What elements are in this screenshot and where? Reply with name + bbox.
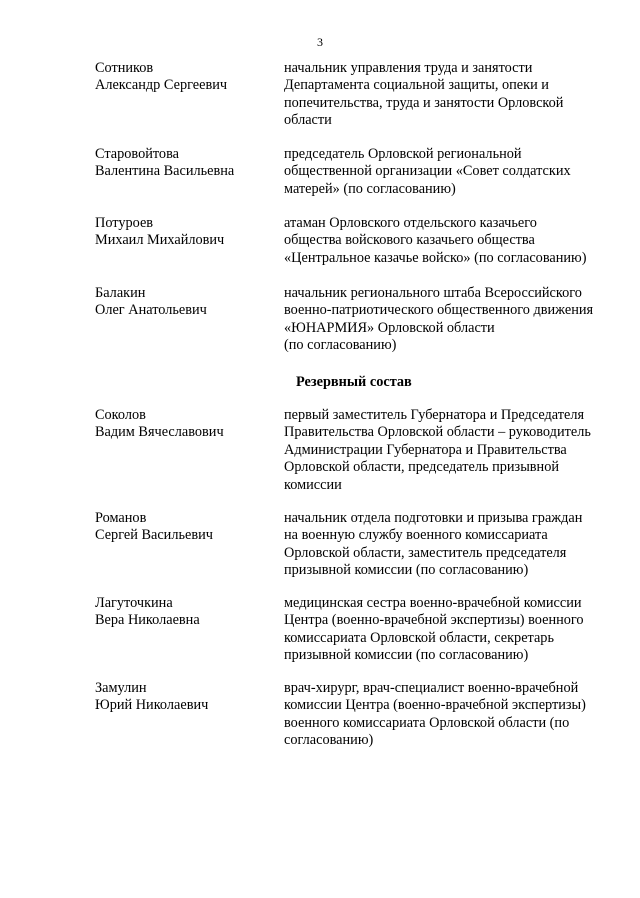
member-position: [284, 215, 620, 267]
member-position-line: начальник регионального штаба Всероссийского: [284, 285, 582, 301]
member-given-name: Олег Анатольевич: [95, 302, 207, 319]
member-given-name: Вадим Вячеславович: [95, 424, 224, 441]
member-position-line: атаман Орловского отдельского казачьего: [284, 215, 537, 231]
member-position-line: комиссии: [284, 476, 342, 493]
member-position-line: военно-патриотического общественного движения: [284, 302, 594, 319]
member-given-name: Юрий Николаевич: [95, 697, 209, 714]
member-position-line: Правительства Орловской области – руководитель: [284, 424, 591, 441]
member-position-line: первый заместитель Губернатора и Председателя: [284, 407, 585, 423]
member-position-line: призывной комиссии (по согласованию): [284, 647, 529, 664]
member-given-name: Вера Николаевна: [95, 612, 200, 629]
member-position-line: Департамента социальной защиты, опеки и: [284, 77, 549, 94]
member-position-line: начальник управления труда и занятости: [284, 60, 533, 76]
member-surname: Замулин: [95, 680, 147, 696]
member-given-name: Михаил Михайлович: [95, 232, 225, 249]
member-position-line: матерей» (по согласованию): [284, 180, 456, 197]
member-position-line: согласованию): [284, 732, 374, 749]
member-name: [95, 680, 275, 715]
member-position-line: врач-хирург, врач-специалист военно-врачебной: [284, 680, 579, 696]
member-position: [284, 407, 620, 494]
member-position-line: Орловской области, председатель призывной: [284, 459, 559, 476]
member-position-line: начальник отдела подготовки и призыва граждан: [284, 510, 583, 526]
member-name: [95, 60, 275, 95]
member-position-line: комиссариата Орловской области, секретарь: [284, 629, 554, 646]
member-position: [284, 285, 620, 355]
member-position-line: медицинская сестра военно-врачебной комиссии: [284, 595, 582, 611]
member-position: [284, 60, 620, 130]
member-name: [95, 407, 275, 442]
member-position-line: Администрации Губернатора и Правительства: [284, 441, 567, 458]
member-given-name: Александр Сергеевич: [95, 77, 228, 94]
page-number: 3: [317, 35, 323, 49]
member-surname: Соколов: [95, 407, 146, 423]
member-name: [95, 146, 275, 181]
member-position-line: комиссии Центра (военно-врачебной экспертизы): [284, 697, 586, 714]
member-surname: Потуроев: [95, 215, 154, 231]
member-surname: Лагуточкина: [95, 595, 173, 611]
member-position-line: Центра (военно-врачебной экспертизы) военного: [284, 612, 584, 629]
reserve-section-heading: Резервный состав: [296, 374, 412, 390]
member-name: [95, 595, 275, 630]
member-position: [284, 680, 620, 750]
member-position-line: попечительства, труда и занятости Орловской: [284, 94, 564, 111]
member-position-line: общественной организации «Совет солдатских: [284, 163, 571, 180]
member-position-line: «ЮНАРМИЯ» Орловской области: [284, 319, 495, 336]
member-position: [284, 595, 620, 665]
member-surname: Балакин: [95, 285, 146, 301]
member-position-line: председатель Орловской региональной: [284, 146, 522, 162]
member-position-line: общества войскового казачьего общества: [284, 232, 535, 249]
member-name: [95, 510, 275, 545]
member-given-name: Сергей Васильевич: [95, 527, 213, 544]
member-position: [284, 146, 620, 198]
member-name: [95, 285, 275, 320]
member-position-line: области: [284, 112, 332, 129]
member-surname: Романов: [95, 510, 147, 526]
member-surname: Сотников: [95, 60, 154, 76]
member-position-line: на военную службу военного комиссариата: [284, 527, 548, 544]
member-position-line: военного комиссариата Орловской области (по: [284, 714, 570, 731]
member-position-line: призывной комиссии (по согласованию): [284, 562, 529, 579]
member-position-line: (по согласованию): [284, 337, 397, 354]
member-name: [95, 215, 275, 250]
member-given-name: Валентина Васильевна: [95, 163, 235, 180]
member-position-line: «Центральное казачье войско» (по согласованию): [284, 249, 587, 266]
member-position: [284, 510, 620, 580]
member-surname: Старовойтова: [95, 146, 179, 162]
member-position-line: Орловской области, заместитель председателя: [284, 544, 567, 561]
